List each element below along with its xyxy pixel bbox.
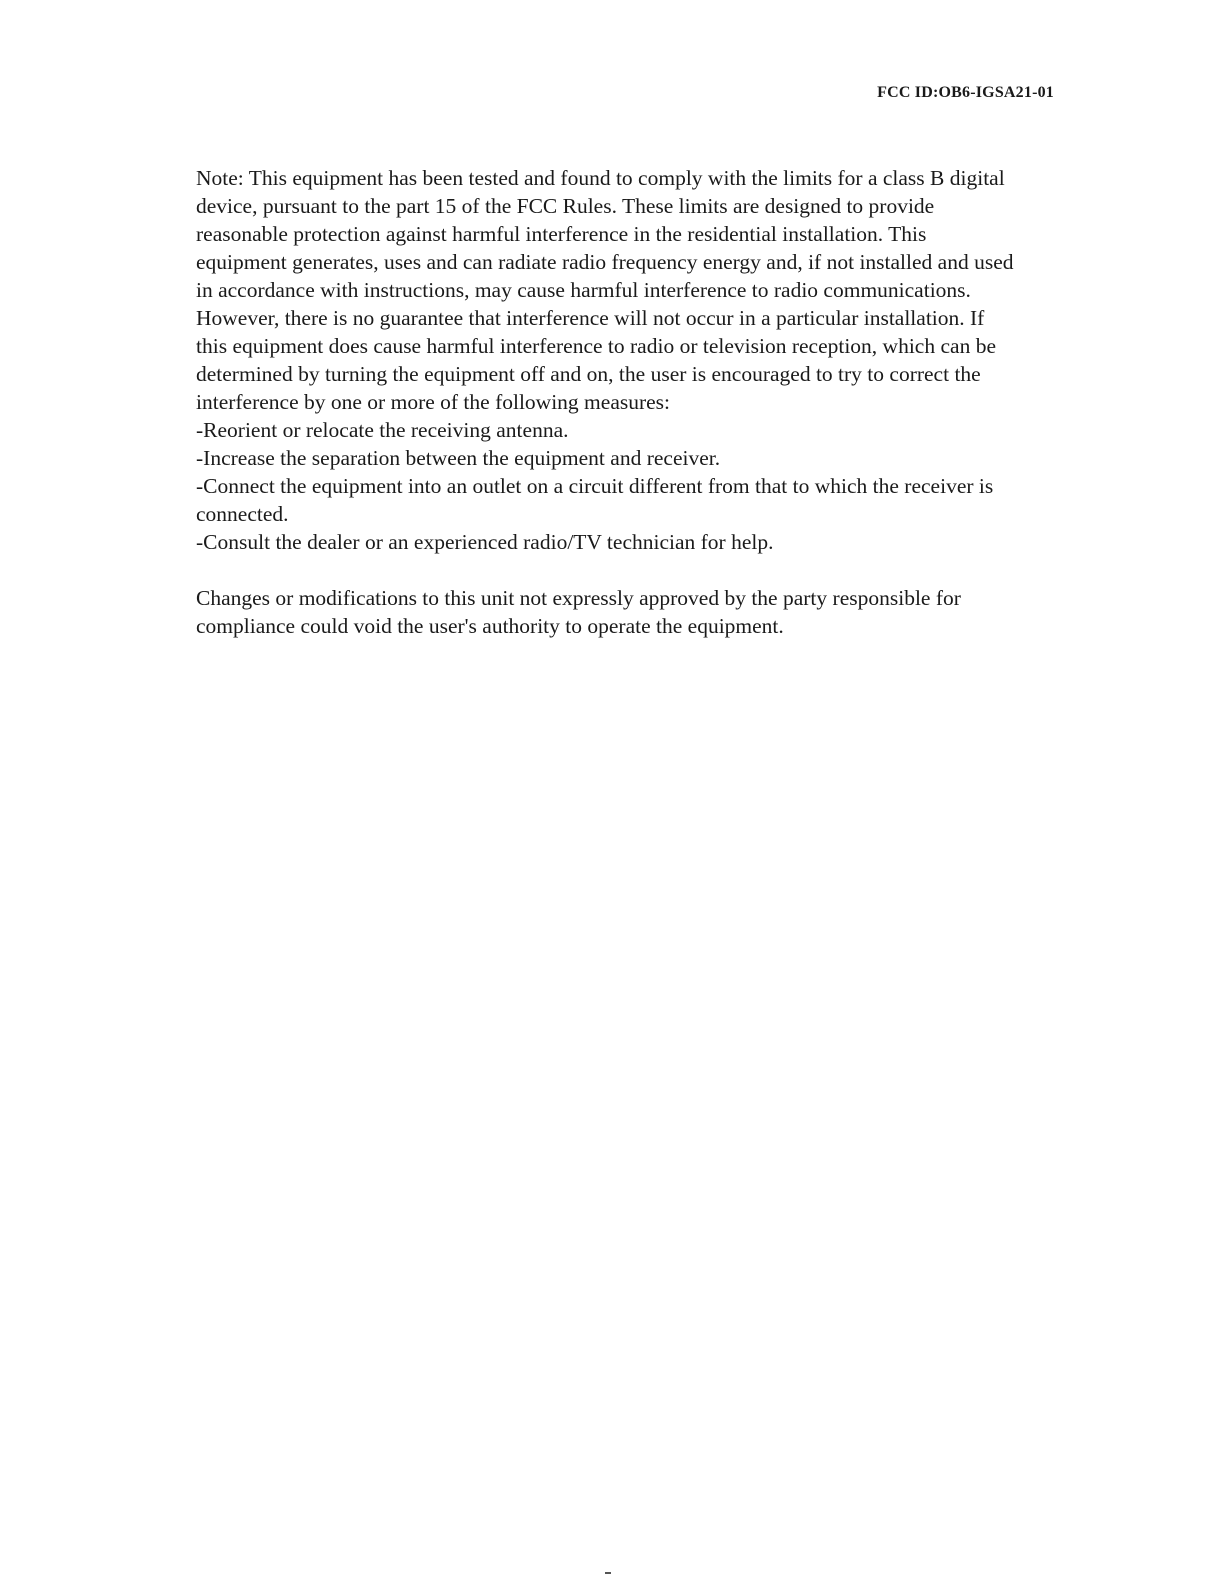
document-body: [196, 164, 1020, 640]
fcc-id-header: FCC ID:OB6-IGSA21-01: [877, 84, 1054, 101]
measure-item-outlet: -Connect the equipment into an outlet on a circuit different from that to which the receiver is connected.: [196, 474, 994, 526]
measure-item-consult: -Consult the dealer or an experienced radio/TV technician for help.: [196, 530, 774, 554]
measures-list: [196, 416, 1020, 556]
page-mark: [605, 1572, 611, 1574]
measure-item-separation: -Increase the separation between the equipment and receiver.: [196, 446, 721, 470]
note-paragraph: Note: This equipment has been tested and found to comply with the limits for a class B digital device, pursuant to the part 15 of the FCC Rules. These limits are designed to provide reasonable protection against harmful interference in the residential installation. This equipment generates, uses and can radiate radio frequency energy and, if not installed and used in accordance with instructions, may cause harmful interference to radio communications. However, there is no guarantee that interference will not occur in a particular installation. If this equipment does cause harmful interference to radio or television reception, which can be determined by turning the equipment off and on, the user is encouraged to try to correct the interference by one or more of the following measures:: [196, 166, 1014, 414]
measure-item-reorient: -Reorient or relocate the receiving antenna.: [196, 418, 569, 442]
changes-paragraph: Changes or modifications to this unit not expressly approved by the party responsible for compliance could void the user's authority to operate the equipment.: [196, 586, 961, 638]
